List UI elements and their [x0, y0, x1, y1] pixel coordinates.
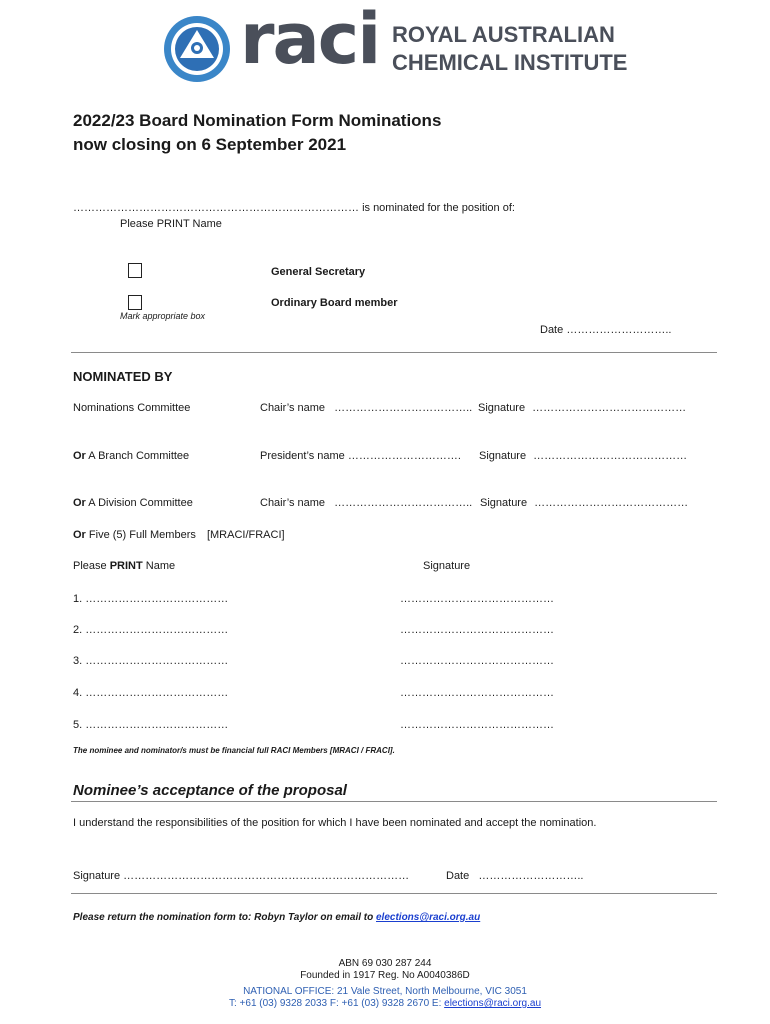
footer-contact	[0, 998, 770, 1010]
member-name-dots: …………………………………	[85, 593, 229, 605]
ordinary-board-member-checkbox[interactable]	[128, 295, 142, 310]
nominator-signature-field-2[interactable]	[479, 450, 687, 462]
signature-dots: ……………………………………	[532, 402, 687, 414]
org-name-line1: ROYAL AUSTRALIAN	[392, 22, 615, 47]
mark-box-hint: Mark appropriate box	[120, 311, 206, 321]
nominator-committee-label: A Branch Committee	[88, 450, 190, 462]
nominator-signature-field-3[interactable]	[480, 497, 688, 509]
divider-2	[71, 801, 717, 802]
member-signature-field-2[interactable]: ……………………………………	[400, 624, 554, 636]
member-name-dots: …………………………………	[85, 719, 229, 731]
member-name-field-3[interactable]	[73, 655, 228, 667]
nominator-name-field-2[interactable]	[260, 450, 461, 462]
org-name-line2: CHEMICAL INSTITUTE	[392, 50, 628, 75]
member-number: 1.	[73, 593, 83, 605]
signature-dots: ……………………………………	[534, 497, 689, 509]
date-label: Date	[446, 870, 470, 882]
nominator-name-field-1[interactable]	[260, 402, 472, 414]
nominated-by-heading: NOMINATED BY	[73, 369, 173, 384]
name-dots: ………………………………..	[334, 497, 473, 509]
nominator-committee-label: A Division Committee	[88, 497, 193, 509]
date-dots: ………………………..	[478, 870, 584, 882]
divider-3	[71, 893, 717, 894]
member-number: 4.	[73, 687, 83, 699]
member-name-field-5[interactable]	[73, 719, 228, 731]
footer-office: NATIONAL OFFICE: 21 Vale Street, North Melbourne, VIC 3051	[243, 986, 527, 997]
five-members-line	[73, 529, 285, 541]
page-title-line2: now closing on 6 September 2021	[73, 135, 347, 154]
divider-1	[71, 352, 717, 353]
member-grades: [MRACI/FRACI]	[206, 529, 285, 541]
member-signature-field-5[interactable]: ……………………………………	[400, 719, 554, 731]
return-email-link[interactable]: elections@raci.org.au	[376, 912, 481, 923]
member-number: 3.	[73, 655, 83, 667]
raci-emblem-icon	[162, 14, 232, 84]
option-general-secretary: General Secretary	[271, 266, 366, 278]
member-name-dots: …………………………………	[85, 655, 229, 667]
return-text: Please return the nomination form to: Robyn Taylor on email to	[73, 912, 374, 923]
position-text: is nominated for the position of:	[362, 202, 515, 214]
name-dots: ………………………………..	[334, 402, 473, 414]
acceptance-statement: I understand the responsibilities of the position for which I have been nominated and accept the nomination.	[73, 817, 597, 829]
footer-email-link[interactable]: elections@raci.org.au	[444, 998, 542, 1009]
signature-dots: ……………………………………………………………………	[123, 870, 410, 882]
nominee-name-dots: ……………………………………………………………………	[73, 202, 359, 214]
nominator-committee-3	[73, 497, 193, 509]
nominator-prefix: Or	[73, 497, 86, 509]
five-members-text: Five (5) Full Members	[88, 529, 196, 541]
page-title-line1: 2022/23 Board Nomination Form Nominations	[73, 111, 442, 130]
footer-founded: Founded in 1917 Reg. No A0040386D	[300, 970, 470, 981]
raci-logo	[160, 0, 630, 84]
nominee-date-line[interactable]	[540, 324, 671, 336]
name-label: President’s name	[260, 450, 345, 462]
please-label: Please	[73, 560, 107, 572]
member-signature-field-3[interactable]: ……………………………………	[400, 655, 554, 667]
nominator-committee-label: Nominations Committee	[73, 402, 191, 414]
general-secretary-checkbox[interactable]	[128, 263, 142, 278]
member-number: 2.	[73, 624, 83, 636]
option-ordinary-board-member: Ordinary Board member	[271, 297, 398, 309]
signature-label: Signature	[480, 497, 528, 509]
date-dots: ………………………..	[566, 324, 672, 336]
return-instructions	[73, 912, 480, 923]
member-name-dots: …………………………………	[85, 687, 229, 699]
print-label: PRINT	[109, 560, 143, 572]
member-signature-field-1[interactable]: ……………………………………	[400, 593, 554, 605]
footer-abn: ABN 69 030 287 244	[338, 958, 432, 969]
nominator-committee-2	[73, 450, 189, 462]
nominator-prefix: Or	[73, 450, 86, 462]
name-word: Name	[145, 560, 176, 572]
name-dots: ………………………….	[347, 450, 461, 462]
member-name-field-4[interactable]	[73, 687, 228, 699]
nominator-committee-1	[73, 402, 190, 414]
member-name-dots: …………………………………	[85, 624, 229, 636]
print-name-column-header	[73, 560, 175, 572]
member-number: 5.	[73, 719, 83, 731]
acceptance-heading: Nominee’s acceptance of the proposal	[73, 782, 347, 799]
signature-dots: ……………………………………	[533, 450, 688, 462]
name-label: Chair’s name	[260, 402, 326, 414]
signature-column-header: Signature	[423, 560, 471, 572]
member-name-field-1[interactable]	[73, 593, 228, 605]
acceptance-date-field[interactable]	[446, 870, 583, 882]
signature-label: Signature	[479, 450, 527, 462]
member-name-field-2[interactable]	[73, 624, 228, 636]
logo-wordmark: raci	[240, 0, 380, 80]
member-signature-field-4[interactable]: ……………………………………	[400, 687, 554, 699]
nominee-name-line[interactable]	[73, 202, 515, 214]
nominator-name-field-3[interactable]	[260, 497, 472, 509]
signature-label: Signature	[73, 870, 121, 882]
footer	[0, 958, 770, 1010]
signature-label: Signature	[478, 402, 526, 414]
name-label: Chair’s name	[260, 497, 326, 509]
footer-contact-text: T: +61 (03) 9328 2033 F: +61 (03) 9328 2670 E:	[228, 998, 442, 1009]
print-name-label: Please PRINT Name	[120, 218, 222, 230]
membership-note: The nominee and nominator/s must be financial full RACI Members [MRACI / FRACI].	[73, 746, 395, 755]
nominator-signature-field-1[interactable]	[478, 402, 686, 414]
acceptance-signature-field[interactable]	[73, 870, 409, 882]
five-prefix: Or	[73, 529, 86, 541]
date-label: Date	[540, 324, 564, 336]
